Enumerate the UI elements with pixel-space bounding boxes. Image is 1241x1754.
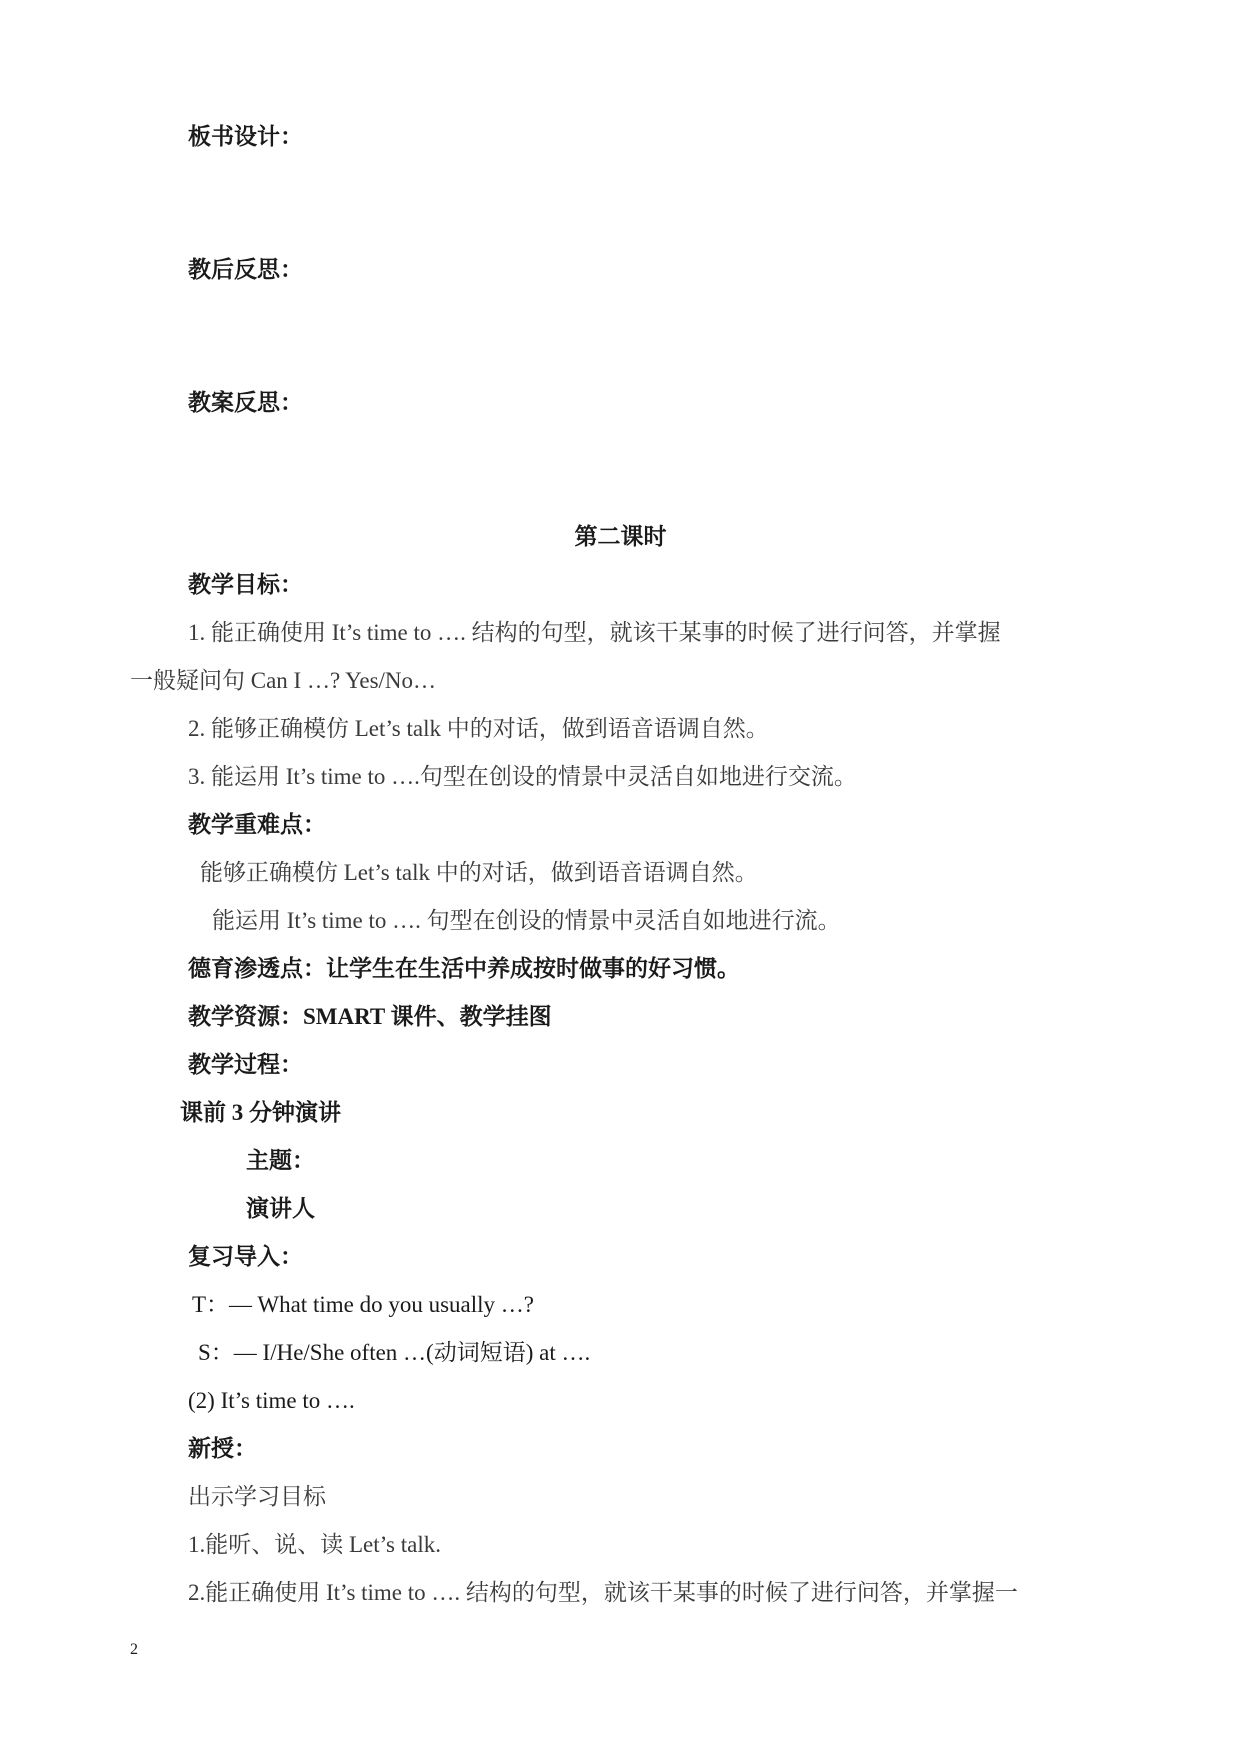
- new-lesson-heading: 新授：: [188, 1436, 257, 1461]
- teaching-process-heading: 教学过程：: [188, 1052, 303, 1077]
- new-goal-2: 2.能正确使用 It’s time to …. 结构的句型，就该干某事的时候了进行问答，并掌握一: [188, 1580, 1018, 1605]
- objective-3: 3. 能运用 It’s time to ….句型在创设的情景中灵活自如地进行交流。: [188, 764, 857, 789]
- objective-1-line-1: 1. 能正确使用 It’s time to …. 结构的句型，就该干某事的时候了进行问答，并掌握: [188, 620, 1001, 645]
- page-number: 2: [130, 1641, 138, 1658]
- speech-speaker: 演讲人: [246, 1196, 315, 1221]
- objective-1-line-2: 一般疑问句 Can I …? Yes/No…: [130, 668, 437, 693]
- moral-education: 德育渗透点：让学生在生活中养成按时做事的好习惯。: [188, 956, 740, 981]
- speech-topic: 主题：: [246, 1148, 315, 1173]
- plan-reflection-heading: 教案反思：: [188, 390, 303, 415]
- after-teaching-heading: 教后反思：: [188, 257, 303, 282]
- key-point-2: 能运用 It’s time to …. 句型在创设的情景中灵活自如地进行流。: [212, 908, 841, 933]
- objectives-heading: 教学目标：: [188, 572, 303, 597]
- review-teacher-line: T：— What time do you usually …?: [192, 1292, 534, 1317]
- key-point-1: 能够正确模仿 Let’s talk 中的对话，做到语音语调自然。: [200, 860, 758, 885]
- review-student-line: S：— I/He/She often …(动词短语) at ….: [198, 1340, 591, 1365]
- teaching-resources: 教学资源：SMART 课件、教学挂图: [188, 1004, 552, 1029]
- speech-heading: 课前 3 分钟演讲: [180, 1100, 341, 1125]
- new-goal-1: 1.能听、说、读 Let’s talk.: [188, 1532, 441, 1557]
- key-points-heading: 教学重难点：: [188, 812, 326, 837]
- review-item-2: (2) It’s time to ….: [188, 1388, 355, 1413]
- show-goals: 出示学习目标: [188, 1484, 326, 1509]
- lesson-title: 第二课时: [574, 524, 667, 549]
- board-design-heading: 板书设计：: [188, 124, 303, 149]
- review-heading: 复习导入：: [188, 1244, 303, 1269]
- objective-2: 2. 能够正确模仿 Let’s talk 中的对话，做到语音语调自然。: [188, 716, 769, 741]
